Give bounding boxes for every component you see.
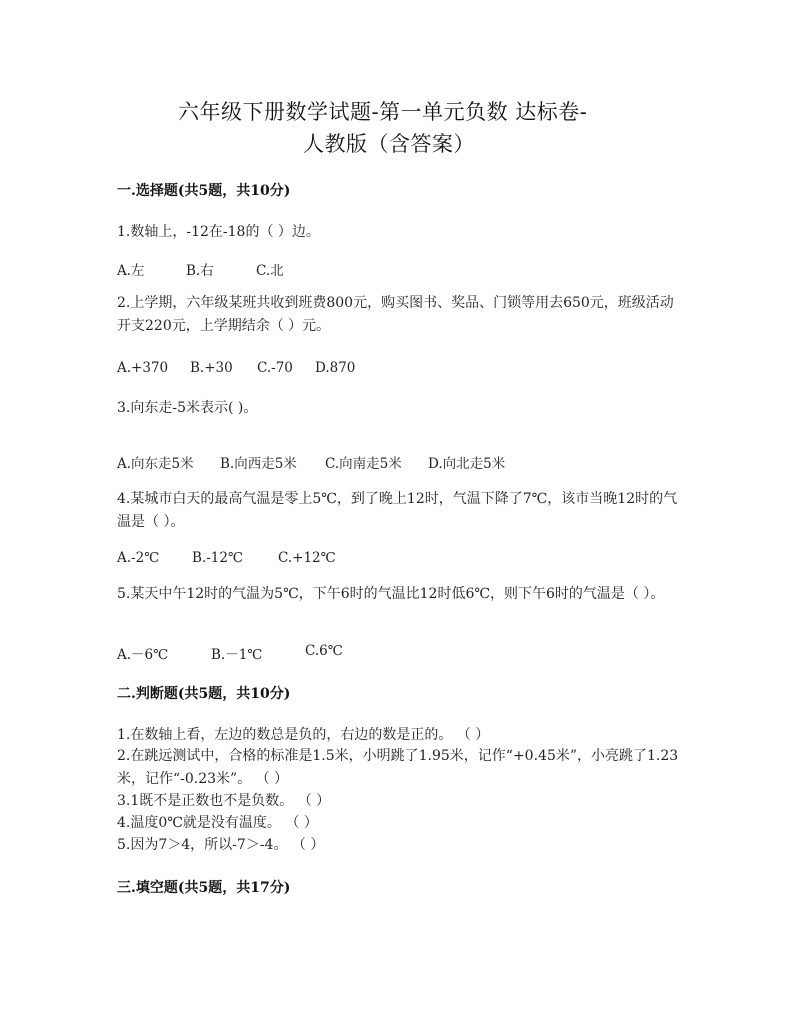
option-2a: A.+370 — [117, 360, 169, 376]
judge-item-3: 3.1既不是正数也不是负数。 （ ） — [117, 793, 331, 809]
section-heading-fill: 三.填空题(共5题，共17分) — [117, 880, 291, 896]
question-3: 3.向东走-5米表示( )。 — [117, 400, 258, 416]
option-2d: D.870 — [315, 360, 356, 376]
option-3d: D.向北走5米 — [428, 456, 506, 472]
option-1c: C.北 — [256, 263, 284, 279]
option-5c: C.6℃ — [305, 643, 343, 659]
document-title-line-2: 人教版（含答案） — [303, 132, 475, 156]
section-heading-judge: 二.判断题(共5题，共10分) — [117, 686, 291, 702]
option-2c: C.-70 — [257, 360, 293, 376]
option-1b: B.右 — [186, 263, 214, 279]
option-4a: A.-2℃ — [117, 550, 160, 566]
question-5: 5.某天中午12时的气温为5℃，下午6时的气温比12时低6℃，则下午6时的气温是（ ）。 — [117, 586, 665, 602]
option-4c: C.+12℃ — [278, 550, 336, 566]
option-1a: A.左 — [117, 263, 145, 279]
option-3b: B.向西走5米 — [220, 456, 297, 472]
judge-item-5: 5.因为7＞4，所以-7＞-4。 （ ） — [117, 837, 325, 853]
question-1: 1.数轴上，-12在-18的（ ）边。 — [117, 224, 320, 240]
judge-item-4: 4.温度0℃就是没有温度。 （ ） — [117, 815, 318, 831]
option-5b: B.－1℃ — [211, 647, 263, 663]
option-4b: B.-12℃ — [192, 550, 244, 566]
option-3c: C.向南走5米 — [325, 456, 402, 472]
judge-item-1: 1.在数轴上看，左边的数总是负的，右边的数是正的。 （ ） — [117, 727, 490, 743]
option-2b: B.+30 — [190, 360, 233, 376]
section-heading-choice: 一.选择题(共5题，共10分) — [117, 183, 291, 199]
judge-item-2: 2.在跳远测试中，合格的标准是1.5米，小明跳了1.95米，记作“+0.45米”，小亮跳了1.23米，记作“-0.23米”。 （ ） — [117, 748, 679, 787]
question-4: 4.某城市白天的最高气温是零上5℃，到了晚上12时，气温下降了7℃，该市当晚12时的气温是（ ）。 — [117, 491, 678, 530]
option-3a: A.向东走5米 — [117, 456, 194, 472]
document-title-line-1: 六年级下册数学试题-第一单元负数 达标卷- — [178, 100, 588, 124]
option-5a: A.－6℃ — [117, 647, 169, 663]
question-2: 2.上学期，六年级某班共收到班费800元，购买图书、奖品、门锁等用去650元，班级活动开支220元，上学期结余（ ）元。 — [117, 295, 674, 334]
